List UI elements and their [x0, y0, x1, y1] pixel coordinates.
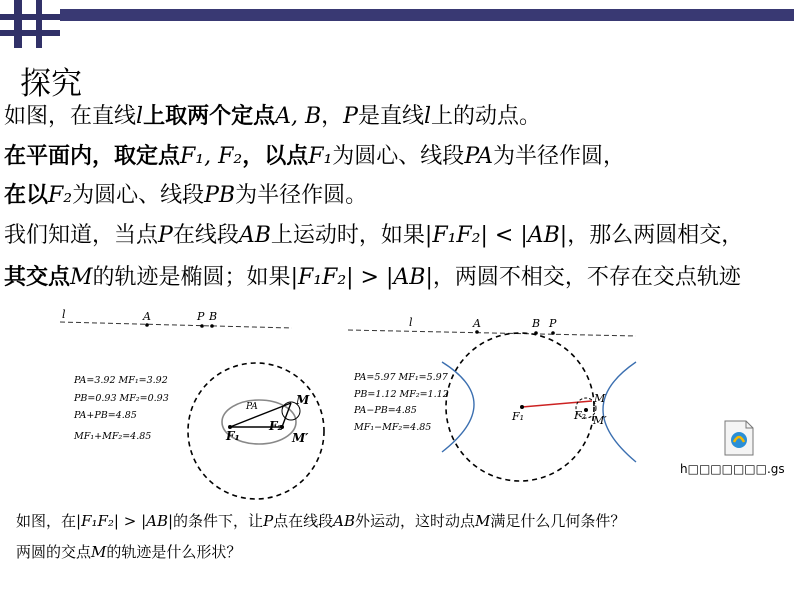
measure-2: PB=1.12 MF₂=1.12	[354, 389, 449, 400]
label-a: A	[143, 310, 151, 323]
measure-3: PA+PB=4.85	[74, 410, 137, 421]
label-m: M	[594, 392, 606, 405]
measure-3: PA−PB=4.85	[354, 405, 417, 416]
header-bar	[60, 9, 794, 21]
label-l: l	[62, 308, 66, 321]
measure-4: MF₁−MF₂=4.85	[354, 422, 432, 433]
point-p	[200, 324, 204, 328]
paragraph-line-3: 在以F₂为圆心、线段PB为半径作圆。	[4, 183, 368, 208]
segment-f1-m	[522, 401, 592, 407]
slide-title: 探究	[20, 66, 82, 102]
embedded-file-icon[interactable]	[722, 420, 756, 456]
paragraph-line-2: 在平面内，取定点F₁, F₂，以点F₁为圆心、线段PA为半径作圆，	[4, 144, 625, 169]
label-b: B	[532, 317, 541, 330]
point-p	[551, 331, 555, 335]
label-f2: F₂	[269, 419, 283, 433]
line-l	[348, 330, 636, 336]
label-p: P	[197, 310, 205, 323]
measure-4: MF₁+MF₂=4.85	[74, 431, 152, 442]
corner-decoration	[0, 0, 60, 48]
label-f1: F₁	[512, 410, 525, 423]
label-m: M	[296, 393, 310, 407]
line-l	[60, 322, 292, 328]
point-b	[210, 324, 214, 328]
figure-hyperbola	[346, 312, 640, 484]
hyperbola-right-branch	[603, 362, 636, 462]
figure-ellipse	[56, 306, 310, 502]
point-a	[145, 323, 149, 327]
label-l: l	[409, 316, 413, 329]
label-f1: F₁	[226, 429, 240, 443]
paragraph-line-5: 其交点M的轨迹是椭圆；如果|F₁F₂| > |AB|，两圆不相交，不存在交点轨迹	[4, 265, 741, 290]
measure-1: PA=3.92 MF₁=3.92	[74, 375, 168, 386]
point-f1	[520, 405, 524, 409]
label-f2: F₂	[574, 409, 587, 422]
question-line-2: 两圆的交点M的轨迹是什么形状？	[16, 543, 242, 561]
measure-1: PA=5.97 MF₁=5.97	[354, 372, 448, 383]
file-label[interactable]: h□□□□□□□.gs	[680, 462, 785, 476]
label-b: B	[209, 310, 218, 323]
paragraph-line-4: 我们知道，当点P在线段AB上运动时，如果|F₁F₂| < |AB|，那么两圆相交，	[4, 223, 744, 248]
paragraph-line-1: 如图，在直线l上取两个定点A, B，P是直线l上的动点。	[4, 104, 542, 129]
label-pa-mark: PA	[246, 402, 258, 412]
label-m-prime: M′	[292, 431, 309, 445]
label-a: A	[473, 317, 481, 330]
label-p: P	[549, 317, 557, 330]
point-a	[475, 330, 479, 334]
measure-2: PB=0.93 MF₂=0.93	[74, 393, 169, 404]
question-line-1: 如图，在|F₁F₂| > |AB|的条件下，让P点在线段AB外运动，这时动点M满足什么几何条件？	[16, 512, 626, 530]
label-m-prime: M′	[593, 414, 607, 427]
